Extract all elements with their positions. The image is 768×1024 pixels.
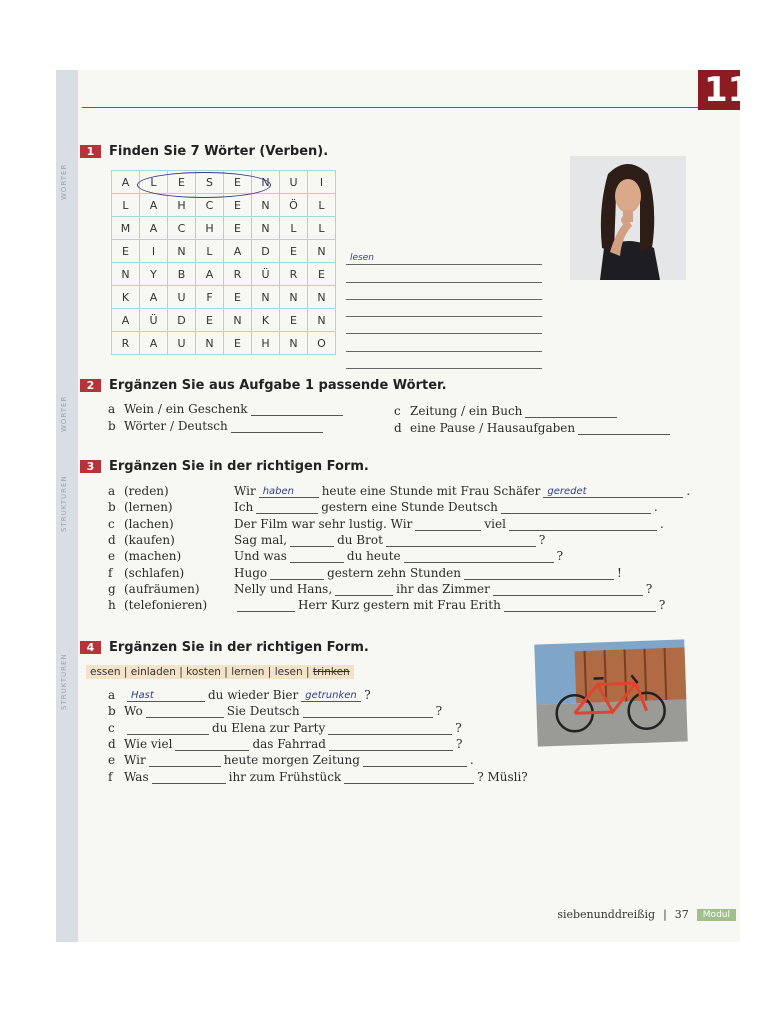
answer-line[interactable] <box>346 334 542 351</box>
answer-line[interactable] <box>346 352 542 369</box>
exercise-1-heading <box>80 144 328 159</box>
exercise-3-heading <box>80 459 369 474</box>
answer-line[interactable] <box>346 283 542 300</box>
answer-blank[interactable] <box>504 599 656 612</box>
grid-letter[interactable]: K <box>252 309 280 332</box>
grid-letter[interactable]: R <box>112 332 140 355</box>
header-rule <box>82 107 700 108</box>
thinking-woman-photo <box>570 156 686 280</box>
footer-separator: | <box>663 908 667 921</box>
answer-blank[interactable] <box>152 771 226 784</box>
grid-letter[interactable]: E <box>196 309 224 332</box>
answer-line[interactable] <box>346 317 542 334</box>
page-number: 37 <box>674 908 689 921</box>
grid-letter[interactable]: H <box>252 332 280 355</box>
grid-letter[interactable]: H <box>196 217 224 240</box>
grid-letter[interactable]: A <box>140 194 168 217</box>
exercise-4-item-c: c du Elena zur Party ? <box>108 720 462 735</box>
answer-blank[interactable] <box>303 705 433 718</box>
answer-line[interactable] <box>346 265 542 282</box>
grid-row <box>112 263 336 286</box>
exercise-2-item-a: a Wein / ein Geschenk <box>108 402 346 416</box>
grid-letter[interactable]: L <box>308 194 336 217</box>
answer-blank[interactable] <box>290 550 344 563</box>
exercise-3-item-e: e (machen) Und was du heute ? <box>108 549 564 564</box>
answer-blank[interactable]: geredet <box>543 485 683 498</box>
answer-blank[interactable] <box>363 754 467 767</box>
grid-letter[interactable]: A <box>112 171 140 194</box>
grid-letter[interactable]: E <box>224 194 252 217</box>
exercise-title: Finden Sie 7 Wörter (Verben). <box>109 144 329 159</box>
word-search-grid <box>111 170 336 355</box>
grid-letter[interactable]: U <box>168 286 196 309</box>
chapter-tab: 11 <box>698 70 740 110</box>
side-label-strukturen-1: STRUKTUREN <box>60 475 68 532</box>
grid-letter[interactable]: C <box>168 217 196 240</box>
exercise-title: Ergänzen Sie aus Aufgabe 1 passende Wörter. <box>109 378 447 393</box>
grid-letter[interactable]: N <box>308 286 336 309</box>
grid-letter[interactable]: E <box>308 263 336 286</box>
answer-blank[interactable] <box>251 403 343 416</box>
answer-blank[interactable] <box>404 550 554 563</box>
grid-letter[interactable]: E <box>224 217 252 240</box>
answer-blank[interactable]: Hast <box>127 689 205 702</box>
answer-line[interactable]: lesen <box>346 248 542 265</box>
exercise-2-item-b: b Wörter / Deutsch <box>108 419 326 433</box>
answer-blank[interactable] <box>415 518 481 531</box>
answer-blank[interactable] <box>290 534 334 547</box>
grid-letter[interactable]: N <box>252 171 280 194</box>
grid-row <box>112 217 336 240</box>
grid-letter[interactable]: A <box>224 240 252 263</box>
answer-blank[interactable] <box>127 722 209 735</box>
page-word: siebenunddreißig <box>557 908 656 921</box>
answer-lines <box>346 248 542 369</box>
grid-letter[interactable]: F <box>196 286 224 309</box>
exercise-2-heading <box>80 378 447 393</box>
grid-letter[interactable]: C <box>196 194 224 217</box>
grid-letter[interactable]: H <box>168 194 196 217</box>
exercise-title: Ergänzen Sie in der richtigen Form. <box>109 640 369 655</box>
grid-letter[interactable]: L <box>112 194 140 217</box>
grid-letter[interactable]: N <box>308 240 336 263</box>
exercise-4-item-b: b Wo Sie Deutsch ? <box>108 704 443 719</box>
answer-blank[interactable] <box>525 405 617 418</box>
answer-blank[interactable] <box>329 738 453 751</box>
grid-letter[interactable]: A <box>112 309 140 332</box>
exercise-number: 4 <box>80 641 101 654</box>
exercise-4-item-d: d Wie viel das Fahrrad ? <box>108 736 463 751</box>
grid-row <box>112 309 336 332</box>
answer-blank[interactable] <box>237 599 295 612</box>
exercise-3-item-c: c (lachen) Der Film war sehr lustig. Wir viel . <box>108 516 664 531</box>
answer-blank[interactable] <box>344 771 474 784</box>
grid-letter[interactable]: O <box>308 332 336 355</box>
modul-badge: Modul <box>697 909 736 921</box>
grid-letter[interactable]: A <box>140 332 168 355</box>
grid-letter[interactable]: N <box>196 332 224 355</box>
answer-blank[interactable] <box>464 567 614 580</box>
red-bicycle-photo <box>534 639 687 746</box>
answer-blank[interactable]: getrunken <box>301 689 361 702</box>
grid-letter[interactable]: N <box>252 194 280 217</box>
side-label-strukturen-2: STRUKTUREN <box>60 653 68 710</box>
grid-row <box>112 332 336 355</box>
grid-letter[interactable]: L <box>196 240 224 263</box>
answer-blank[interactable] <box>256 501 318 514</box>
answer-blank[interactable] <box>175 738 249 751</box>
exercise-4-item-a: a Hast du wieder Bier getrunken ? <box>108 688 371 702</box>
grid-letter[interactable]: I <box>308 171 336 194</box>
answer-blank[interactable] <box>270 567 324 580</box>
answer-blank[interactable] <box>328 722 452 735</box>
grid-letter[interactable]: B <box>168 263 196 286</box>
grid-letter[interactable]: Y <box>140 263 168 286</box>
exercise-number: 1 <box>80 145 101 158</box>
exercise-3-item-a: a (reden) Wir haben heute eine Stunde mit Frau Schäfer geredet . <box>108 484 691 498</box>
exercise-3-item-h: h (telefonieren) Herr Kurz gestern mit Frau Erith ? <box>108 598 666 613</box>
grid-letter[interactable]: I <box>140 240 168 263</box>
exercise-3-item-g: g (aufräumen) Nelly und Hans, ihr das Zimmer ? <box>108 581 653 596</box>
exercise-3-item-f: f (schlafen) Hugo gestern zehn Stunden ! <box>108 565 622 580</box>
grid-letter[interactable]: R <box>280 263 308 286</box>
grid-letter[interactable]: Ö <box>280 194 308 217</box>
answer-line[interactable] <box>346 300 542 317</box>
side-label-woerter-2: WÖRTER <box>60 395 68 432</box>
answer-blank[interactable] <box>231 420 323 433</box>
grid-letter[interactable]: N <box>112 263 140 286</box>
answer-blank[interactable] <box>335 583 393 596</box>
exercise-3-item-d: d (kaufen) Sag mal, du Brot ? <box>108 532 546 547</box>
exercise-4-item-e: e Wir heute morgen Zeitung . <box>108 753 474 768</box>
grid-letter[interactable]: Ü <box>252 263 280 286</box>
grid-letter[interactable]: U <box>168 332 196 355</box>
grid-letter[interactable]: S <box>196 171 224 194</box>
answer-blank[interactable] <box>146 705 224 718</box>
grid-letter[interactable]: N <box>252 286 280 309</box>
word-bank: essen | einladen | kosten | lernen | lesen | trinken <box>86 665 354 679</box>
grid-letter[interactable]: N <box>252 217 280 240</box>
circled-word-lesen <box>137 172 271 198</box>
grid-letter[interactable]: E <box>224 286 252 309</box>
exercise-4-heading <box>80 640 369 655</box>
grid-letter[interactable]: E <box>168 171 196 194</box>
workbook-page <box>56 70 752 942</box>
grid-letter[interactable]: N <box>280 332 308 355</box>
grid-letter[interactable]: A <box>196 263 224 286</box>
grid-letter[interactable]: A <box>140 217 168 240</box>
grid-letter[interactable]: E <box>280 240 308 263</box>
grid-letter[interactable]: N <box>280 286 308 309</box>
answer-blank[interactable] <box>501 501 651 514</box>
grid-letter[interactable]: D <box>252 240 280 263</box>
grid-letter[interactable]: E <box>224 171 252 194</box>
answer-blank[interactable] <box>578 422 670 435</box>
answer-blank[interactable] <box>386 534 536 547</box>
grid-row <box>112 286 336 309</box>
grid-letter[interactable]: E <box>224 332 252 355</box>
grid-row <box>112 240 336 263</box>
exercise-number: 2 <box>80 379 101 392</box>
grid-letter[interactable]: M <box>112 217 140 240</box>
grid-letter[interactable]: K <box>112 286 140 309</box>
grid-letter[interactable]: E <box>280 309 308 332</box>
exercise-title: Ergänzen Sie in der richtigen Form. <box>109 459 369 474</box>
exercise-3-item-b: b (lernen) Ich gestern eine Stunde Deutsch . <box>108 500 658 515</box>
exercise-number: 3 <box>80 460 101 473</box>
page-footer <box>557 908 736 921</box>
answer-blank[interactable] <box>149 754 221 767</box>
grid-letter[interactable]: D <box>168 309 196 332</box>
grid-letter[interactable]: N <box>224 309 252 332</box>
exercise-4-item-f: f Was ihr zum Frühstück ? Müsli? <box>108 769 528 784</box>
grid-letter[interactable]: U <box>280 171 308 194</box>
answer-blank[interactable]: haben <box>259 485 319 498</box>
exercise-2-item-c: c Zeitung / ein Buch <box>394 404 620 418</box>
grid-letter[interactable]: L <box>140 171 168 194</box>
grid-letter[interactable]: N <box>308 309 336 332</box>
exercise-2-item-d: d eine Pause / Hausaufgaben <box>394 421 673 435</box>
grid-letter[interactable]: L <box>308 217 336 240</box>
grid-letter[interactable]: Ü <box>140 309 168 332</box>
answer-blank[interactable] <box>509 518 657 531</box>
grid-letter[interactable]: N <box>168 240 196 263</box>
side-label-woerter-1: WÖRTER <box>60 163 68 200</box>
grid-letter[interactable]: E <box>112 240 140 263</box>
grid-letter[interactable]: R <box>224 263 252 286</box>
grid-letter[interactable]: A <box>140 286 168 309</box>
grid-letter[interactable]: L <box>280 217 308 240</box>
answer-blank[interactable] <box>493 583 643 596</box>
